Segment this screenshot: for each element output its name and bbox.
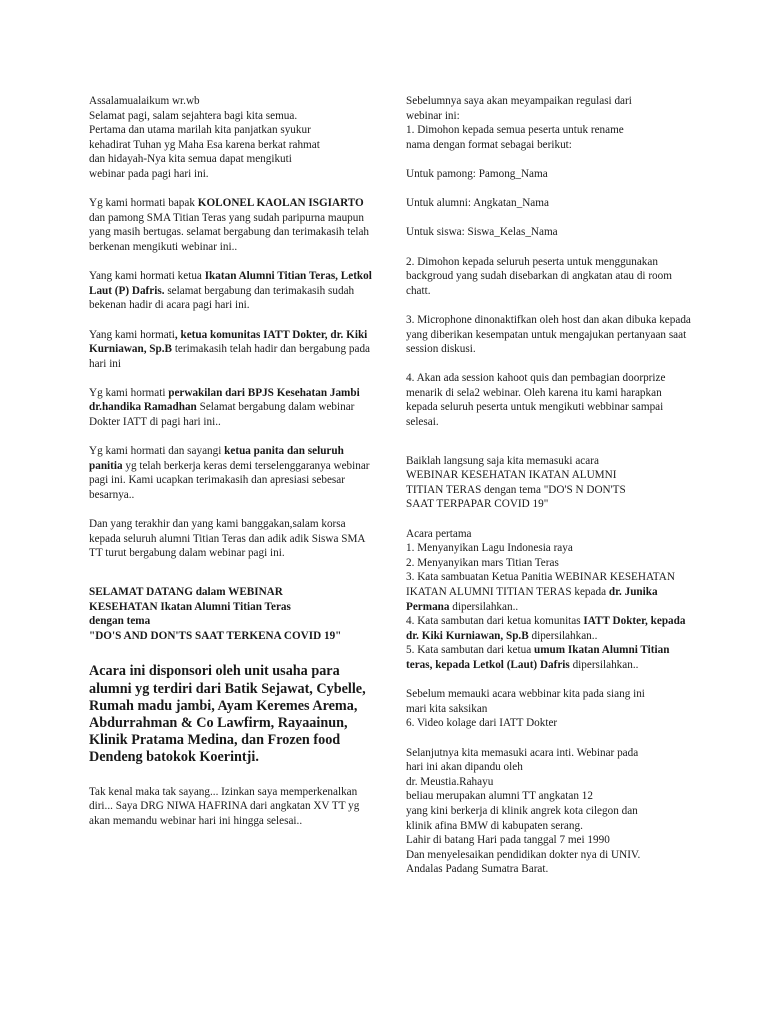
regulation-intro: Sebelumnya saya akan meyampaikan regulasi dari webinar ini: 1. Dimohon kepada semua peserta untuk rename nama dengan format sebagai berikut: xyxy=(406,95,632,151)
host-introduction: Tak kenal maka tak sayang... Izinkan saya memperkenalkan diri... Saya DRG NIWA HAFRINA dari angkatan XV TT yg akan memandu webinar hari ini hingga selesai.. xyxy=(89,785,360,827)
greeting-bpjs: Yg kami hormati perwakilan dari BPJS Kesehatan Jambi dr.handika Ramadhan Selamat bergabung dalam webinar Dokter IATT di pagi hari ini.. xyxy=(89,386,360,429)
regulation-kahoot: 4. Akan ada session kahoot quis dan pembagian doorprize menarik di sela2 webinar. Oleh karena itu kami harapkan kepada seluruh peserta untuk mengikuti webbinar sampai selesai. xyxy=(406,372,666,429)
moderator-introduction: Selanjutnya kita memasuki acara inti. Webinar pada hari ini akan dipandu oleh dr. Meustia.Rahayu beliau merupakan alumni TT angkatan 12 yang kini berkerja di klinik angrek kota cilegon dan klinik afina BMW di kabupaten serang. Lahir di batang Hari pada tanggal 7 mei 1990 Dan menyelesaikan pendidikan dokter nya di UNIV. Andalas Padang Sumatra Barat. xyxy=(406,746,641,876)
welcome-title: SELAMAT DATANG dalam WEBINAR KESEHATAN Ikatan Alumni Titian Teras dengan tema "DO'S AND DON'TS SAAT TERKENA COVID 19" xyxy=(89,586,342,642)
format-siswa: Untuk siswa: Siswa_Kelas_Nama xyxy=(406,226,558,239)
format-pamong: Untuk pamong: Pamong_Nama xyxy=(406,167,548,180)
regulation-microphone: 3. Microphone dinonaktifkan oleh host dan akan dibuka kepada yang diberikan kesempatan untuk mengajukan pertanyaan saat session diskusi. xyxy=(406,313,691,356)
right-column xyxy=(406,94,693,877)
video-kolage: Sebelum memauki acara webbinar kita pada siang ini mari kita saksikan 6. Video kolage dari IATT Dokter xyxy=(406,688,645,730)
regulation-background: 2. Dimohon kepada seluruh peserta untuk menggunakan backgroud yang sudah disebarkan di angkatan atau di room chatt. xyxy=(406,255,672,297)
sponsor-paragraph: Acara ini disponsori oleh unit usaha para alumni yg terdiri dari Batik Sejawat, Cybelle, Rumah madu jambi, Ayam Keremes Arema, Abdurrahman & Co Lawfirm, Rayaainun, Klinik Pratama Medina, dan Frozen food Dendeng batokok Koerintji. xyxy=(89,663,366,766)
greeting-panitia: Yg kami hormati dan sayangi ketua panita dan seluruh panitia yg telah berkerja keras demi terselenggaranya webinar pagi ini. Kami ucapkan terimakasih dan apresiasi sebesar besarnya.. xyxy=(89,445,370,502)
opening-greeting: Assalamualaikum wr.wb Selamat pagi, salam sejahtera bagi kita semua. Pertama dan utama marilah kita panjatkan syukur kehadirat Tuhan yg Maha Esa karena berkat rahmat dan hidayah-Nya kita semua dapat mengikuti webinar pada pagi hari ini. xyxy=(89,95,320,180)
agenda-list: Acara pertama 1. Menyanyikan Lagu Indonesia raya 2. Menyanyikan mars Titian Teras 3. Kata sambuatan Ketua Panitia WEBINAR KESEHATAN IKATAN ALUMNI TITIAN TERAS kepada dr. Junika Permana dipersilahkan.. 4. Kata sambutan dari ketua komunitas IATT Dokter, kepada dr. Kiki Kurniawan, Sp.B dipersilahkan.. 5. Kata sambutan dari ketua umum Ikatan Alumni Titian teras, kepada Letkol (Laut) Dafris dipersilahkan.. xyxy=(406,527,686,671)
left-column xyxy=(89,94,376,828)
greeting-pamong: Yg kami hormati bapak KOLONEL KAOLAN ISGIARTO dan pamong SMA Titian Teras yang sudah paripurna maupun yang masih bertugas. selamat bergabung dan terimakasih telah berkenan mengikuti webinar ini.. xyxy=(89,197,370,253)
greeting-alumni: Dan yang terakhir dan yang kami banggakan,salam korsa kepada seluruh alumni Titian Teras dan adik adik Siswa SMA TT turut bergabung dalam webinar pagi ini. xyxy=(89,518,365,560)
greeting-ketua-alumni: Yang kami hormati ketua Ikatan Alumni Titian Teras, Letkol Laut (P) Dafris. selamat bergabung dan terimakasih sudah bekenan hadir di acara pagi hari ini. xyxy=(89,270,372,312)
format-alumni: Untuk alumni: Angkatan_Nama xyxy=(406,197,549,210)
greeting-komunitas: Yang kami hormati, ketua komunitas IATT Dokter, dr. Kiki Kurniawan, Sp.B terimakasih telah hadir dan bergabung pada hari ini xyxy=(89,328,371,370)
event-opening: Baiklah langsung saja kita memasuki acara WEBINAR KESEHATAN IKATAN ALUMNI TITIAN TERAS dengan tema "DO'S N DON'TS SAAT TERPAPAR COVID 19" xyxy=(406,454,626,511)
